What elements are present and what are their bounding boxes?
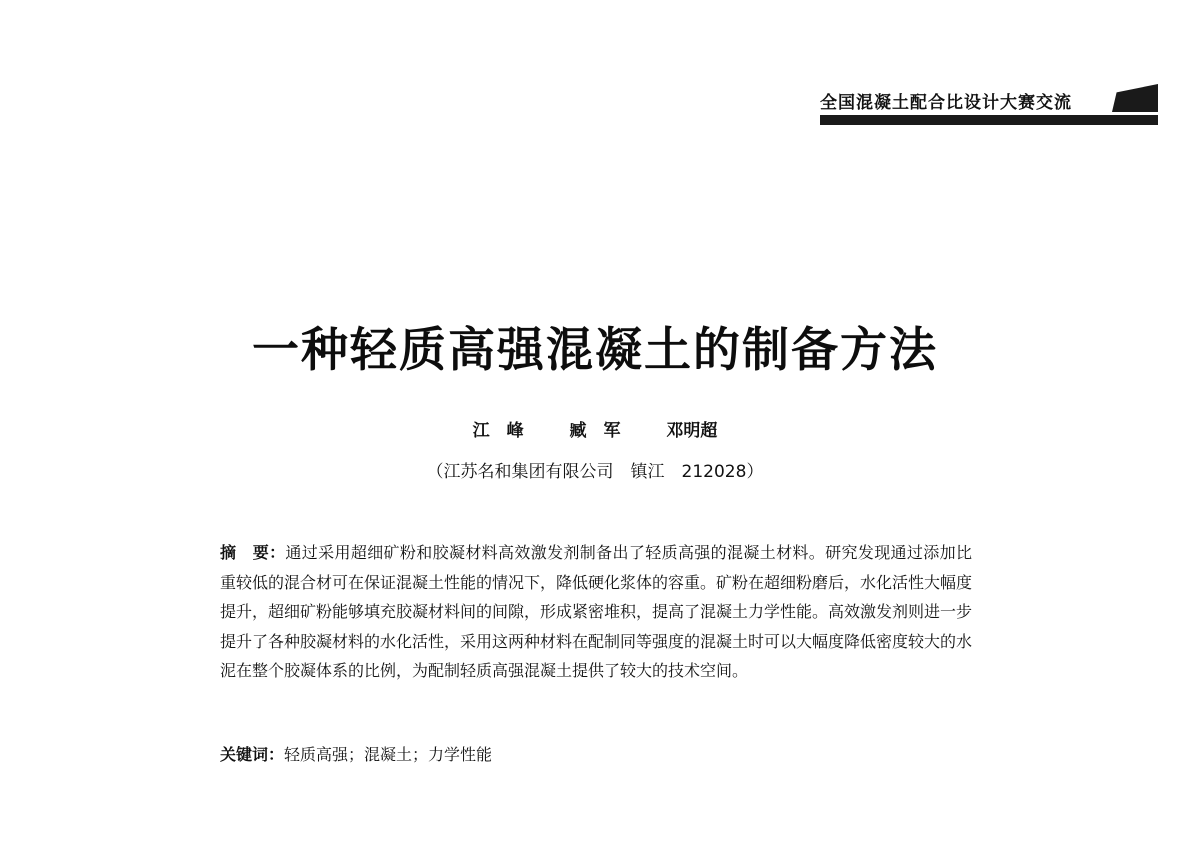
abstract-text: 通过采用超细矿粉和胶凝材料高效激发剂制备出了轻质高强的混凝土材料。研究发现通过添加比重较低的混合材可在保证混凝土性能的情况下，降低硬化浆体的容重。矿粉在超细粉磨后，水化活性大幅度提升，超细矿粉能够填充胶凝材料间的间隙，形成紧密堆积，提高了混凝土力学性能。高效激发剂则进一步提升了各种胶凝材料的水化活性，采用这两种材料在配制同等强度的混凝土时可以大幅度降低密度较大的水泥在整个胶凝体系的比例，为配制轻质高强混凝土提供了较大的技术空间。 — [220, 543, 973, 680]
author-list — [0, 416, 1190, 441]
journal-header: 全国混凝土配合比设计大赛交流 — [820, 93, 1072, 113]
header-rule — [820, 115, 1158, 125]
author-name: 邓明超 — [666, 421, 718, 441]
header-decoration-tab — [1112, 84, 1158, 112]
keywords-text: 轻质高强；混凝土；力学性能 — [284, 745, 493, 764]
keywords-label: 关键词： — [220, 745, 285, 764]
abstract — [220, 538, 972, 686]
author-name: 江 峰 — [472, 421, 524, 441]
keywords — [220, 742, 972, 768]
paper-title: 一种轻质高强混凝土的制备方法 — [252, 323, 938, 378]
affiliation: （江苏名和集团有限公司 镇江 212028） — [426, 462, 764, 482]
author-name: 臧 军 — [569, 421, 621, 441]
abstract-label: 摘 要： — [220, 543, 286, 562]
